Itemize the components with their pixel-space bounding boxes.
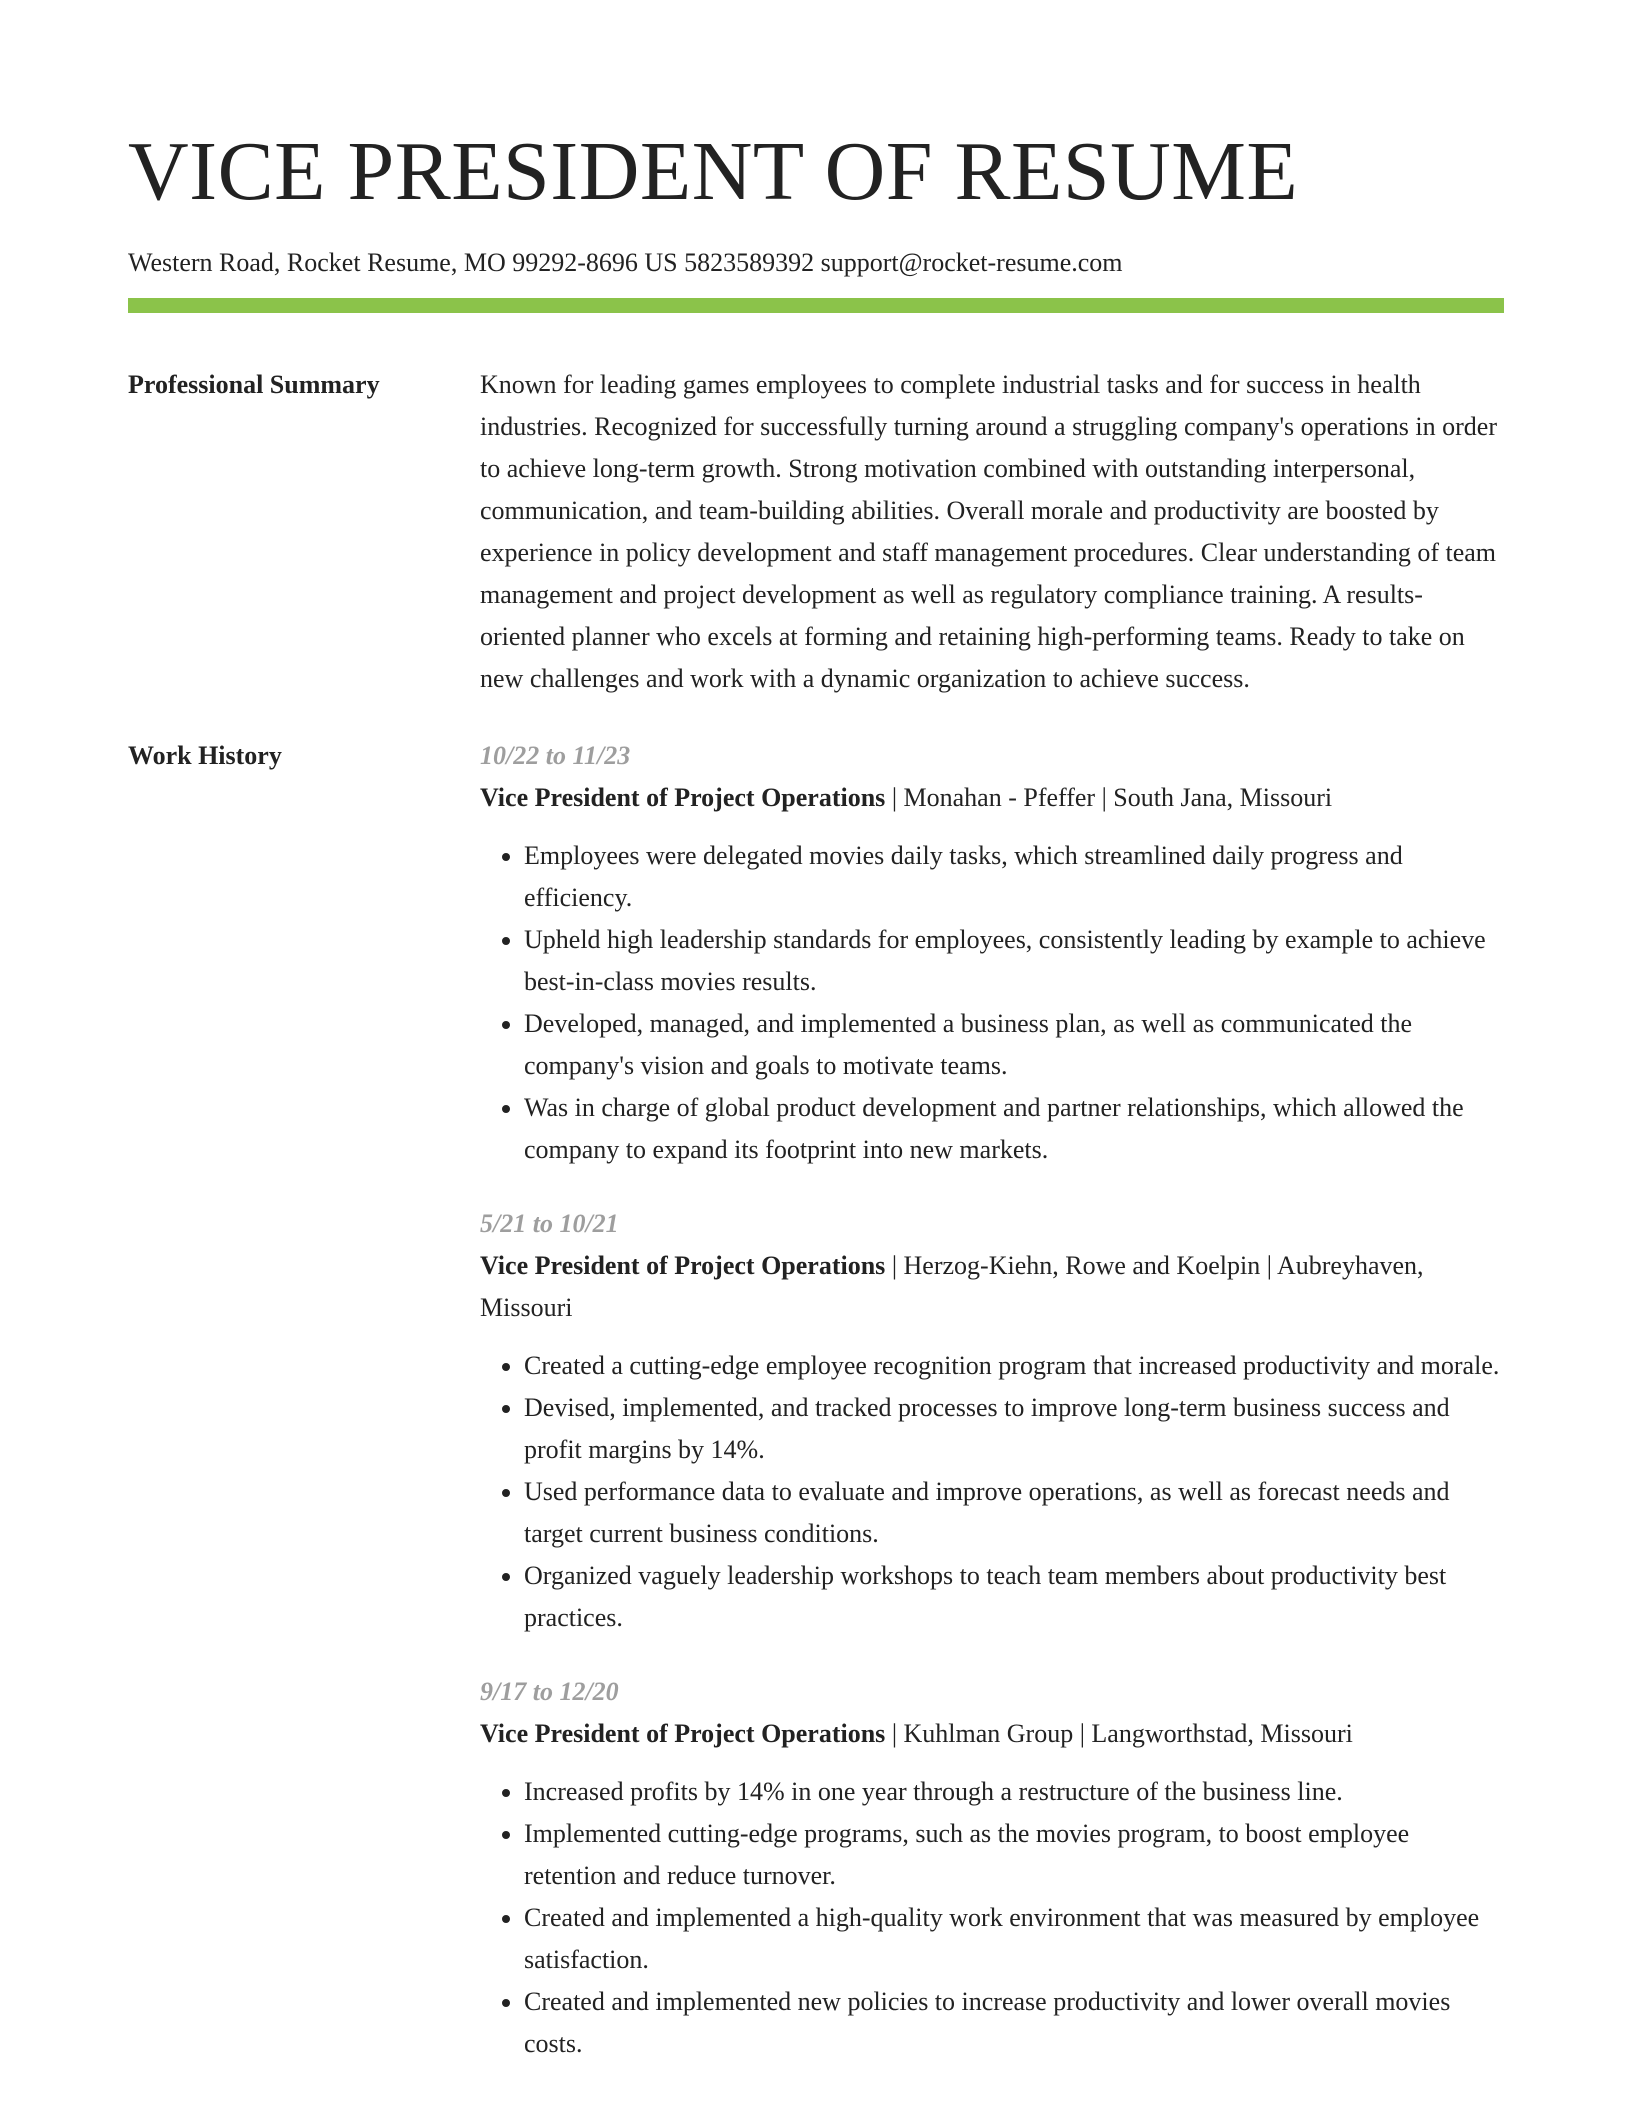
summary-body: [480, 364, 1504, 700]
job-bullet: • Increased profits by 14% in one year through a restructure of the business line.: [524, 1771, 1504, 1813]
section-heading-work-history: Work History: [128, 741, 282, 770]
job-details: | Kuhlman Group | Langworthstad, Missouri: [885, 1719, 1353, 1748]
job-title-line: [480, 1245, 1504, 1329]
job-dates: 5/21 to 10/21: [480, 1209, 619, 1238]
job-entry: [480, 1203, 1504, 1639]
job-bullet: • Created and implemented new policies to increase productivity and lower overall movies costs.: [524, 1981, 1504, 2065]
job-details: | Herzog-Kiehn, Rowe and Koelpin | Aubreyhaven, Missouri: [480, 1251, 1424, 1322]
job-bullet: • Created and implemented a high-quality work environment that was measured by employee satisfaction.: [524, 1897, 1504, 1981]
summary-text: Known for leading games employees to complete industrial tasks and for success in health industries. Recognized for successfully turning around a struggling company's operations in order to achieve long-term growth. Strong motivation combined with outstanding interpersonal, communication, and team-building abilities. Overall morale and productivity are boosted by experience in policy development and staff management procedures. Clear understanding of team management and project development as well as regulatory compliance training. A results-oriented planner who excels at forming and retaining high-performing teams. Ready to take on new challenges and work with a dynamic organization to achieve success.: [480, 370, 1498, 693]
section-heading-summary: Professional Summary: [128, 370, 380, 399]
job-dates: 9/17 to 12/20: [480, 1677, 619, 1706]
resume-page: [128, 0, 1504, 2097]
job-bullet: • Devised, implemented, and tracked processes to improve long-term business success and profit margins by 14%.: [524, 1387, 1504, 1471]
job-bullet: • Implemented cutting-edge programs, such as the movies program, to boost employee retention and reduce turnover.: [524, 1813, 1504, 1897]
professional-summary-section: [128, 364, 1504, 700]
job-bullet: • Was in charge of global product development and partner relationships, which allowed the company to expand its footprint into new markets.: [524, 1087, 1504, 1171]
job-title-line: [480, 777, 1504, 819]
job-bullet-list: [480, 835, 1504, 1171]
job-title: Vice President of Project Operations: [480, 1251, 886, 1280]
job-title: Vice President of Project Operations: [480, 783, 886, 812]
accent-divider: [128, 298, 1504, 313]
job-bullet-list: [480, 1345, 1504, 1639]
job-details: | Monahan - Pfeffer | South Jana, Missouri: [885, 783, 1333, 812]
job-bullet: • Upheld high leadership standards for employees, consistently leading by example to achieve best-in-class movies results.: [524, 919, 1504, 1003]
job-title-line: [480, 1713, 1504, 1755]
job-entry: [480, 1671, 1504, 2065]
job-bullet: • Created a cutting-edge employee recognition program that increased productivity and morale.: [524, 1345, 1504, 1387]
job-bullet: • Developed, managed, and implemented a business plan, as well as communicated the company's vision and goals to motivate teams.: [524, 1003, 1504, 1087]
work-history-body: [480, 735, 1504, 2097]
work-history-section: [128, 735, 1504, 2097]
resume-title: VICE PRESIDENT OF RESUME: [128, 125, 1299, 218]
job-dates: 10/22 to 11/23: [480, 741, 631, 770]
job-entry: [480, 735, 1504, 1171]
job-title: Vice President of Project Operations: [480, 1719, 886, 1748]
job-bullet: • Organized vaguely leadership workshops to teach team members about productivity best practices.: [524, 1555, 1504, 1639]
job-bullet-list: [480, 1771, 1504, 2065]
contact-line: Western Road, Rocket Resume, MO 99292-8696 US 5823589392 support@rocket-resume.com: [128, 248, 1123, 277]
job-bullet: • Used performance data to evaluate and improve operations, as well as forecast needs and target current business conditions.: [524, 1471, 1504, 1555]
job-bullet: • Employees were delegated movies daily tasks, which streamlined daily progress and efficiency.: [524, 835, 1504, 919]
